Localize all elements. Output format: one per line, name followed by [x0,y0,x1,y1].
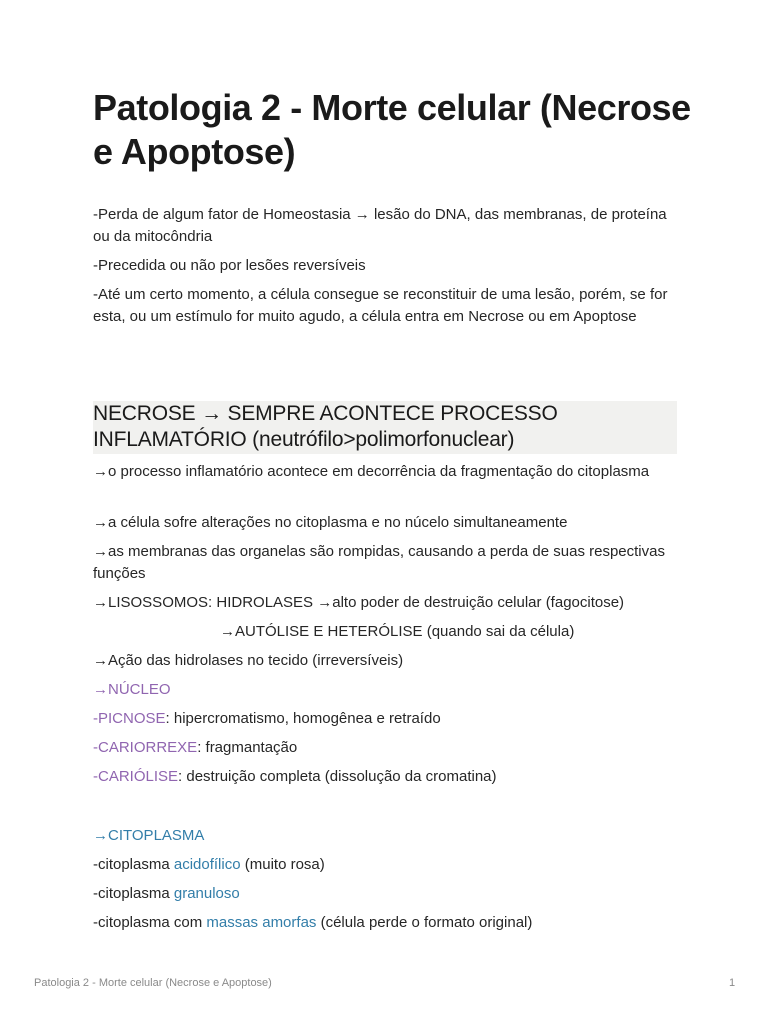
citoplasma-line-1-post: (muito rosa) [240,856,325,873]
citoplasma-line-2 [93,883,240,905]
necrose-line-2: →a célula sofre alterações no citoplasma e no núcelo simultaneamente [93,514,568,531]
cariorrexe-desc: : fragmantação [197,739,298,756]
cariolise-line [93,766,497,788]
necrose-line-4: →LISOSSOMOS: HIDROLASES →alto poder de destruição celular (fagocitose) [93,594,625,611]
necrose-heading: NECROSE → SEMPRE ACONTECE PROCESSO INFLAMATÓRIO (neutrófilo>polimorfonuclear) [93,402,558,451]
cariolise-desc: : destruição completa (dissolução da cromatina) [178,768,497,785]
page-title: Patologia 2 - Morte celular (Necrose e Apoptose) [93,87,691,172]
citoplasma-line-3-pre: -citoplasma com [93,914,207,931]
intro-paragraph-3: -Até um certo momento, a célula consegue se reconstituir de uma lesão, porém, se for esta, ou um estímulo for muito agudo, a célula entra em Necrose ou em Apoptose [93,286,668,325]
necrose-line-6: →Ação das hidrolases no tecido (irreversíveis) [93,652,404,669]
necrose-line-5: →AUTÓLISE E HETERÓLISE (quando sai da célula) [220,623,575,640]
granuloso-term: granuloso [173,885,240,902]
footer-page-number: 1 [729,977,736,989]
necrose-line-3: →as membranas das organelas são rompidas, causando a perda de suas respectivas funções [93,543,665,582]
footer-title: Patologia 2 - Morte celular (Necrose e Apoptose) [34,977,272,989]
necrose-line-1: →o processo inflamatório acontece em decorrência da fragmentação do citoplasma [93,463,650,480]
citoplasma-line-1-pre: -citoplasma [93,856,174,873]
massas-amorfas-term: massas amorfas [206,914,317,931]
necrose-heading-block [93,401,677,454]
cariorrexe-line [93,737,297,759]
citoplasma-line-1 [93,854,325,876]
cariorrexe-term: -CARIORREXE [93,739,198,756]
citoplasma-line-3 [93,912,532,934]
cariolise-term: -CARIÓLISE [93,768,179,785]
citoplasma-line-3-post: (célula perde o formato original) [316,914,533,931]
acidofilico-term: acidofílico [173,856,241,873]
citoplasma-line-2-pre: -citoplasma [93,885,174,902]
intro-paragraph-1: -Perda de algum fator de Homeostasia → lesão do DNA, das membranas, de proteína ou da mitocôndria [93,206,667,245]
nucleo-heading: →NÚCLEO [93,681,171,698]
citoplasma-heading: →CITOPLASMA [93,827,205,844]
picnose-line [93,708,441,730]
picnose-desc: : hipercromatismo, homogênea e retraído [165,710,441,727]
picnose-term: -PICNOSE [93,710,166,727]
intro-paragraph-2: -Precedida ou não por lesões reversíveis [93,257,366,274]
